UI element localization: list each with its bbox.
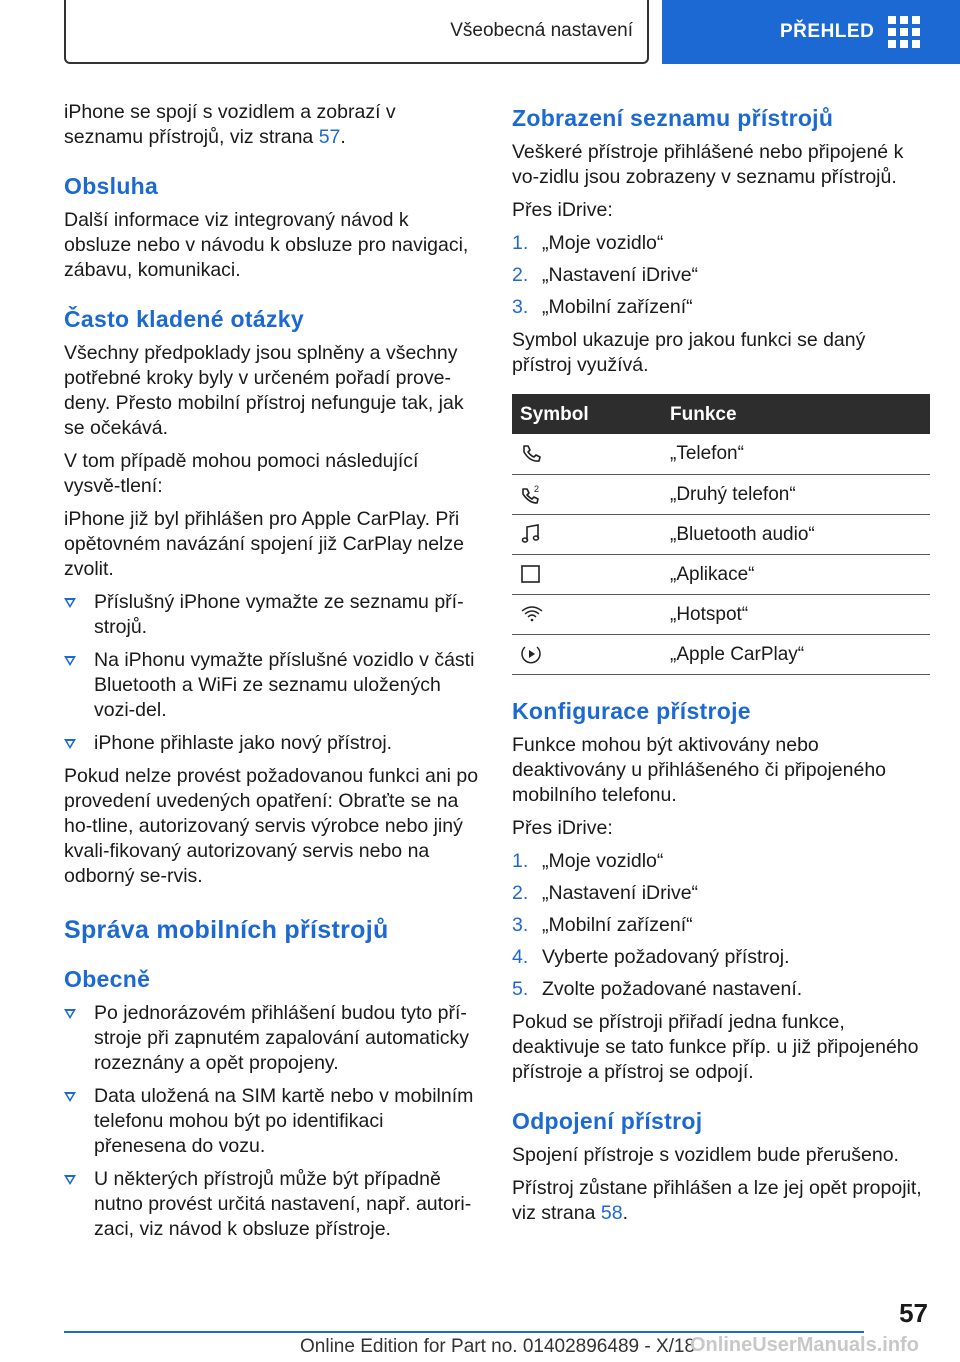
table-row bbox=[512, 434, 930, 474]
apps-square-icon bbox=[520, 563, 542, 585]
page-link-57[interactable]: 57 bbox=[318, 126, 341, 148]
page-number: 57 bbox=[899, 1298, 928, 1328]
function-label: „Apple CarPlay“ bbox=[652, 634, 930, 674]
right-column bbox=[512, 100, 930, 1234]
list-item: Příslušný iPhone vymažte ze seznamu pří‐strojů. bbox=[64, 590, 479, 640]
heading-general: Obecně bbox=[64, 966, 151, 992]
list-item: 2. „Nastavení iDrive“ bbox=[512, 881, 699, 904]
list-item: U některých přístrojů může být případně nutno provést určitá nastavení, např. autori‐zaci, viz návod k obsluze přístroje. bbox=[64, 1167, 479, 1242]
watermark: OnlineUserManuals.info bbox=[690, 1334, 919, 1356]
faq-paragraph-3: iPhone již byl přihlášen pro Apple CarPlay. Při opětovném navázání spojení již CarPlay nelze zvolit. bbox=[64, 508, 464, 580]
device-list-text: Veškeré přístroje přihlášené nebo připojené k vo‐zidlu jsou zobrazeny v seznamu přístrojů. bbox=[512, 141, 904, 188]
intro-paragraph: iPhone se spojí s vozidlem a zobrazí v seznamu přístrojů, viz strana 57. bbox=[64, 101, 396, 148]
list-item: 3. „Mobilní zařízení“ bbox=[512, 913, 693, 936]
disconnect-paragraph-2: Přístroj zůstane přihlášen a lze jej opět propojit, viz strana 58. bbox=[512, 1176, 922, 1224]
column-header-symbol: Symbol bbox=[512, 394, 652, 434]
triangle-bullet-icon bbox=[64, 1175, 76, 1185]
table-row bbox=[512, 474, 930, 514]
list-item: 4. Vyberte požadovaný přístroj. bbox=[512, 945, 790, 968]
list-item: 1. „Moje vozidlo“ bbox=[512, 232, 664, 254]
table-header-row bbox=[512, 394, 930, 434]
heading-faq: Často kladené otázky bbox=[64, 306, 304, 332]
via-idrive-label-2: Přes iDrive: bbox=[512, 816, 613, 839]
phone-icon bbox=[520, 443, 542, 465]
list-item: 1. „Moje vozidlo“ bbox=[512, 849, 664, 872]
triangle-bullet-icon bbox=[64, 598, 76, 608]
list-item: Data uložená na SIM kartě nebo v mobilním telefonu mohou být po identifikaci přenesena do vozu. bbox=[64, 1084, 479, 1159]
page-link-58[interactable]: 58 bbox=[600, 1201, 623, 1224]
triangle-bullet-icon bbox=[64, 1092, 76, 1102]
left-column bbox=[64, 100, 479, 1250]
via-idrive-label: Přes iDrive: bbox=[512, 199, 613, 221]
wifi-hotspot-icon bbox=[520, 603, 544, 625]
triangle-bullet-icon bbox=[64, 739, 76, 749]
heading-disconnect: Odpojení přístroj bbox=[512, 1107, 703, 1134]
svg-text:2: 2 bbox=[534, 484, 540, 494]
list-item: Po jednorázovém přihlášení budou tyto pří‐stroje při zapnutém zapalování automaticky rozeznány a opět propojeny. bbox=[64, 1001, 479, 1076]
list-item: 3. „Mobilní zařízení“ bbox=[512, 296, 693, 318]
table-row bbox=[512, 594, 930, 634]
faq-paragraph-4: Pokud nelze provést požadovanou funkci ani po provedení uvedených opatření: Obraťte se na ho‐tline, autorizovaný servis výrobce nebo jiný kvali‐fikovaný autorizovaný servis nebo na odborný se‐rvis. bbox=[64, 765, 479, 887]
edition-text: Online Edition for Part no. 01402896489 - X/18 bbox=[300, 1336, 696, 1357]
general-bullet-list bbox=[64, 1001, 479, 1242]
heading-obsluha: Obsluha bbox=[64, 173, 159, 199]
column-header-function: Funkce bbox=[652, 394, 930, 434]
heading-device-config: Konfigurace přístroje bbox=[512, 697, 751, 724]
function-label: „Hotspot“ bbox=[652, 594, 930, 634]
table-row bbox=[512, 634, 930, 674]
disconnect-paragraph-1: Spojení přístroje s vozidlem bude přerušeno. bbox=[512, 1143, 899, 1166]
overview-label: PŘEHLED bbox=[780, 21, 875, 42]
grid-menu-icon bbox=[888, 16, 920, 48]
second-phone-icon bbox=[520, 483, 542, 505]
steps-list-2 bbox=[512, 849, 930, 1002]
carplay-icon bbox=[520, 643, 542, 665]
faq-paragraph-2: V tom případě mohou pomoci následující vysvě‐tlení: bbox=[64, 450, 419, 497]
table-row bbox=[512, 554, 930, 594]
steps-list-1 bbox=[512, 231, 930, 320]
triangle-bullet-icon bbox=[64, 656, 76, 666]
function-label: „Bluetooth audio“ bbox=[652, 514, 930, 554]
list-item: iPhone přihlaste jako nový přístroj. bbox=[64, 731, 479, 756]
config-text: Funkce mohou být aktivovány nebo deaktivovány u přihlášeného či připojeného mobilního telefonu. bbox=[512, 733, 887, 806]
symbol-table bbox=[512, 394, 930, 675]
function-label: „Telefon“ bbox=[652, 434, 930, 474]
function-label: „Aplikace“ bbox=[652, 554, 930, 594]
overview-button[interactable] bbox=[662, 0, 960, 64]
symbol-text: Symbol ukazuje pro jakou funkci se daný přístroj využívá. bbox=[512, 329, 866, 376]
faq-paragraph-1: Všechny předpoklady jsou splněny a všechny potřebné kroky byly v určeném pořadí prove‐deny. Přesto mobilní přístroj nefunguje tak, jak se očekává. bbox=[64, 342, 464, 439]
heading-manage-devices: Správa mobilních přístrojů bbox=[64, 916, 389, 944]
list-item: 2. „Nastavení iDrive“ bbox=[512, 264, 699, 286]
section-title: Všeobecná nastavení bbox=[450, 20, 633, 41]
triangle-bullet-icon bbox=[64, 1009, 76, 1019]
obsluha-text: Další informace viz integrovaný návod k obsluze nebo v návodu k obsluze pro navigaci, zábavu, komunikaci. bbox=[64, 209, 469, 281]
footer-divider bbox=[64, 1331, 864, 1333]
faq-bullet-list bbox=[64, 590, 479, 756]
section-header bbox=[64, 0, 649, 64]
table-row bbox=[512, 514, 930, 554]
music-note-icon bbox=[520, 523, 542, 545]
list-item: 5. Zvolte požadované nastavení. bbox=[512, 977, 803, 1000]
config-after-text: Pokud se přístroji přiřadí jedna funkce, deaktivuje se tato funkce příp. u již připojeného přístroje a přístroj se odpojí. bbox=[512, 1010, 919, 1083]
function-label: „Druhý telefon“ bbox=[652, 474, 930, 514]
heading-device-list: Zobrazení seznamu přístrojů bbox=[512, 105, 834, 131]
list-item: Na iPhonu vymažte příslušné vozidlo v části Bluetooth a WiFi ze seznamu uložených vozi‐del. bbox=[64, 648, 479, 723]
